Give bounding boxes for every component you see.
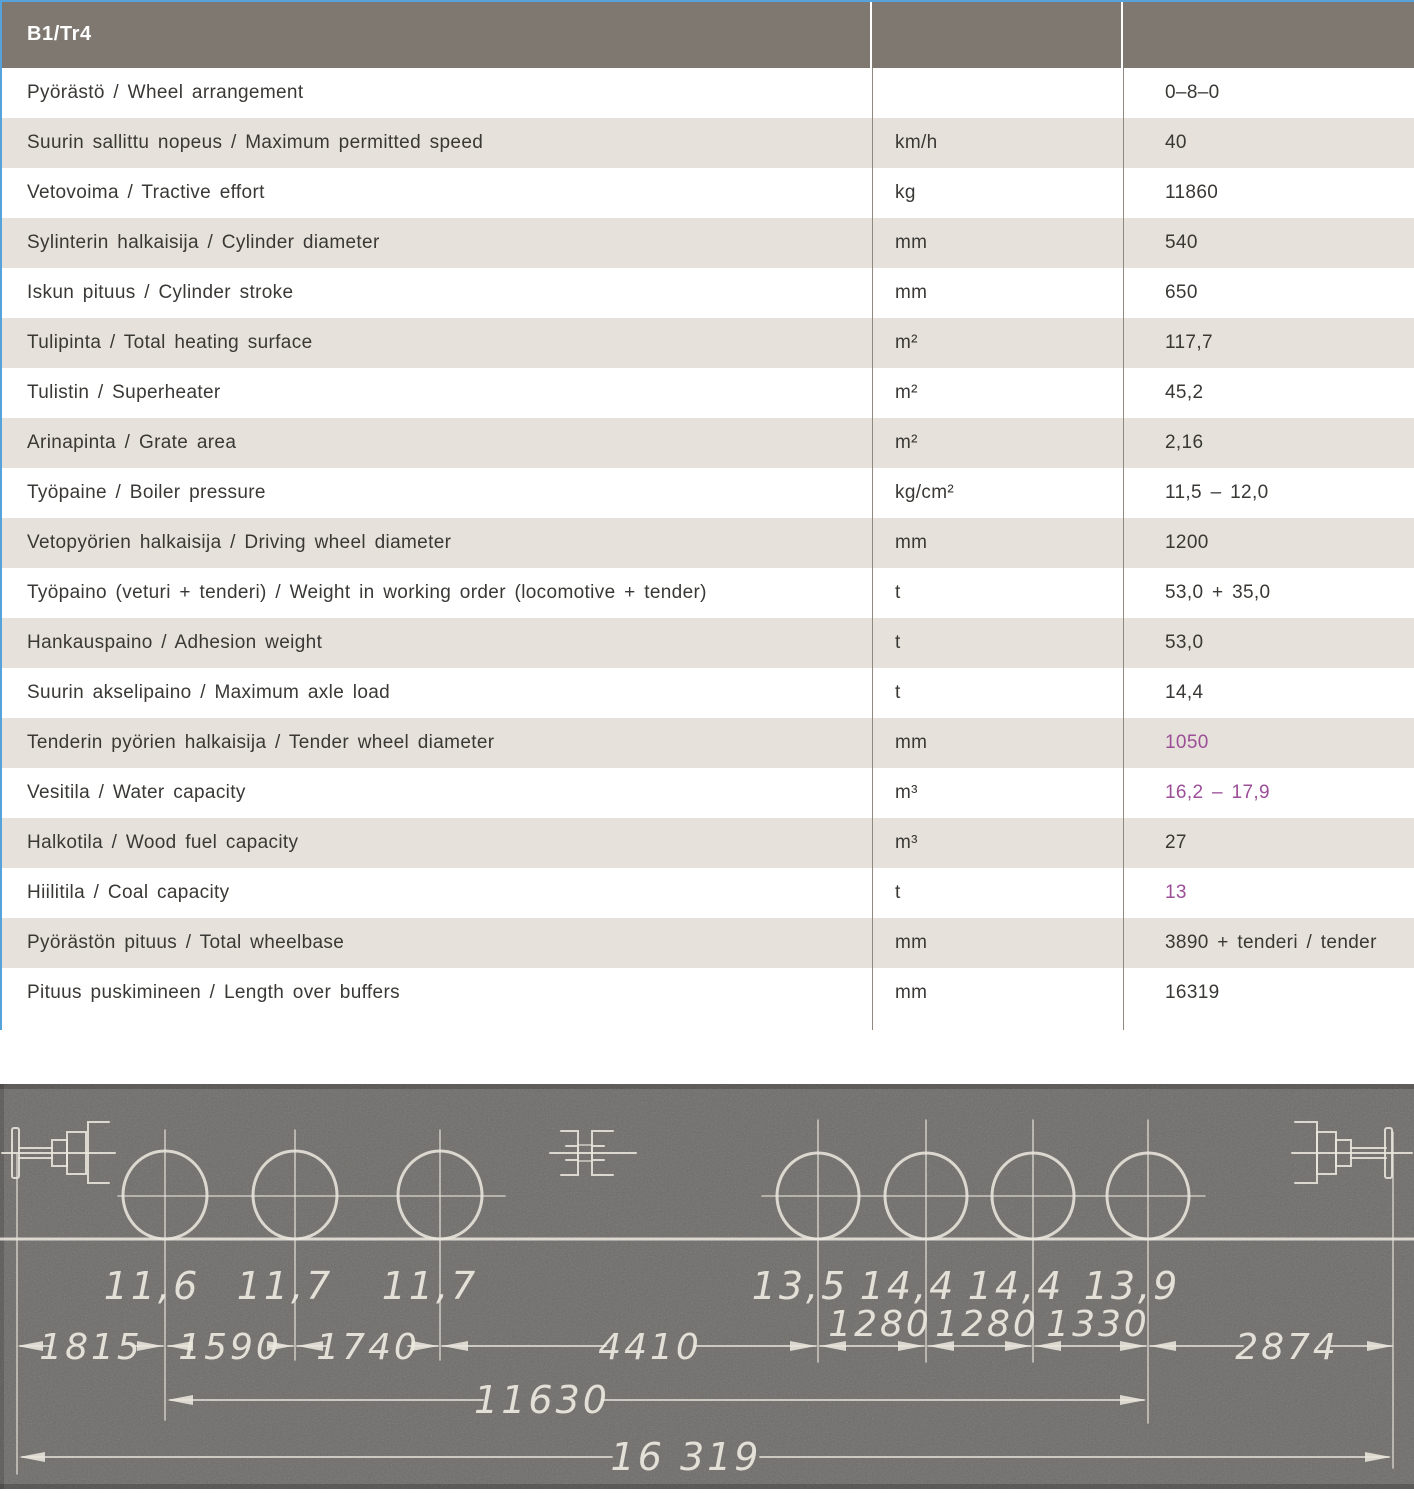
spec-value: 45,2 <box>1123 368 1414 418</box>
table-row <box>0 68 1414 118</box>
spec-unit: mm <box>872 518 1123 568</box>
spec-value: 1200 <box>1123 518 1414 568</box>
spec-label: Iskun pituus / Cylinder stroke <box>27 282 294 303</box>
spec-value: 540 <box>1123 218 1414 268</box>
wheel-arrangement-drawing <box>0 1084 1414 1489</box>
spec-value: 16,2 – 17,9 <box>1123 768 1414 818</box>
table-row <box>0 768 1414 818</box>
table-row <box>0 318 1414 368</box>
spec-label: Pituus puskimineen / Length over buffers <box>27 982 400 1003</box>
spec-value: 16319 <box>1123 968 1414 1018</box>
spec-value: 650 <box>1123 268 1414 318</box>
table-row <box>0 418 1414 468</box>
spec-label: Työpaine / Boiler pressure <box>27 482 266 503</box>
spec-unit: m³ <box>872 768 1123 818</box>
spec-label: Pyörästön pituus / Total wheelbase <box>27 932 345 953</box>
spec-unit: m² <box>872 418 1123 468</box>
dimension-label: 1590 <box>178 1327 282 1368</box>
table-row <box>0 868 1414 918</box>
dimension-label: 11630 <box>474 1378 610 1422</box>
dimension-label: 1280 <box>828 1304 932 1345</box>
dimension-label: 1330 <box>1046 1304 1150 1345</box>
spec-label: Tulipinta / Total heating surface <box>27 332 313 353</box>
table-row <box>0 118 1414 168</box>
spec-unit: m³ <box>872 818 1123 868</box>
table-row <box>0 568 1414 618</box>
spec-label: Työpaino (veturi + tenderi) / Weight in working order (locomotive + tender) <box>27 582 707 603</box>
spec-value: 3890 + tenderi / tender <box>1123 918 1414 968</box>
spec-unit: mm <box>872 968 1123 1018</box>
table-row <box>0 368 1414 418</box>
table-row <box>0 918 1414 968</box>
spec-unit: m² <box>872 368 1123 418</box>
spec-value: 11,5 – 12,0 <box>1123 468 1414 518</box>
spec-value: 13 <box>1123 868 1414 918</box>
table-row <box>0 618 1414 668</box>
spec-label: Hiilitila / Coal capacity <box>27 882 230 903</box>
spec-value: 117,7 <box>1123 318 1414 368</box>
table-row <box>0 168 1414 218</box>
spec-unit: m² <box>872 318 1123 368</box>
spec-value: 40 <box>1123 118 1414 168</box>
screenshot-edge-top <box>0 0 1414 2</box>
spec-unit: t <box>872 868 1123 918</box>
spec-value: 11860 <box>1123 168 1414 218</box>
spec-label: Pyörästö / Wheel arrangement <box>27 82 304 103</box>
spec-label: Tulistin / Superheater <box>27 382 221 403</box>
table-title: B1/Tr4 <box>0 0 870 68</box>
table-header <box>0 0 1414 68</box>
spec-unit: mm <box>872 918 1123 968</box>
spec-unit <box>872 68 1123 118</box>
spec-unit: mm <box>872 268 1123 318</box>
axle-load-label: 11,6 <box>103 1264 201 1308</box>
spec-unit: kg <box>872 168 1123 218</box>
spec-value: 53,0 + 35,0 <box>1123 568 1414 618</box>
spec-label: Vesitila / Water capacity <box>27 782 246 803</box>
axle-load-label: 14,4 <box>859 1264 957 1308</box>
spec-label: Suurin akselipaino / Maximum axle load <box>27 682 391 703</box>
dimension-label: 1815 <box>39 1327 143 1368</box>
table-row <box>0 218 1414 268</box>
dimension-label: 4410 <box>598 1327 702 1368</box>
axle-load-label: 13,9 <box>1083 1264 1181 1308</box>
spec-value: 1050 <box>1123 718 1414 768</box>
spec-value: 0–8–0 <box>1123 68 1414 118</box>
table-header-unit-cell <box>872 0 1121 68</box>
spec-label: Arinapinta / Grate area <box>27 432 237 453</box>
paper-grain <box>0 1084 1414 1489</box>
spec-unit: mm <box>872 218 1123 268</box>
axle-load-label: 13,5 <box>751 1264 849 1308</box>
table-row <box>0 268 1414 318</box>
spec-unit: t <box>872 618 1123 668</box>
table-row <box>0 818 1414 868</box>
divider-extension <box>0 1018 1414 1030</box>
spec-label: Hankauspaino / Adhesion weight <box>27 632 323 653</box>
spec-unit: t <box>872 568 1123 618</box>
table-row <box>0 468 1414 518</box>
spec-label: Tenderin pyörien halkaisija / Tender wheel diameter <box>27 732 495 753</box>
spec-label: Vetovoima / Tractive effort <box>27 182 265 203</box>
table-row <box>0 968 1414 1018</box>
axle-load-label: 11,7 <box>236 1264 334 1308</box>
spec-unit: kg/cm² <box>872 468 1123 518</box>
spec-value: 53,0 <box>1123 618 1414 668</box>
screenshot-edge-left <box>0 0 2 1030</box>
spec-label: Sylinterin halkaisija / Cylinder diameter <box>27 232 380 253</box>
table-header-value-cell <box>1123 0 1414 68</box>
axle-load-label: 11,7 <box>381 1264 479 1308</box>
axle-load-label: 14,4 <box>967 1264 1065 1308</box>
table-row <box>0 668 1414 718</box>
spec-value: 27 <box>1123 818 1414 868</box>
table-row <box>0 518 1414 568</box>
dimension-label: 1280 <box>935 1304 1039 1345</box>
dimension-label: 1740 <box>316 1327 420 1368</box>
spec-label: Suurin sallittu nopeus / Maximum permitted speed <box>27 132 484 153</box>
spec-unit: t <box>872 668 1123 718</box>
spec-value: 2,16 <box>1123 418 1414 468</box>
dimension-label: 2874 <box>1235 1327 1339 1368</box>
spec-unit: km/h <box>872 118 1123 168</box>
dimension-label: 16 319 <box>610 1435 762 1479</box>
table-body <box>0 68 1414 1018</box>
table-row <box>0 718 1414 768</box>
spec-value: 14,4 <box>1123 668 1414 718</box>
spec-label: Halkotila / Wood fuel capacity <box>27 832 299 853</box>
spec-label: Vetopyörien halkaisija / Driving wheel diameter <box>27 532 452 553</box>
spec-unit: mm <box>872 718 1123 768</box>
